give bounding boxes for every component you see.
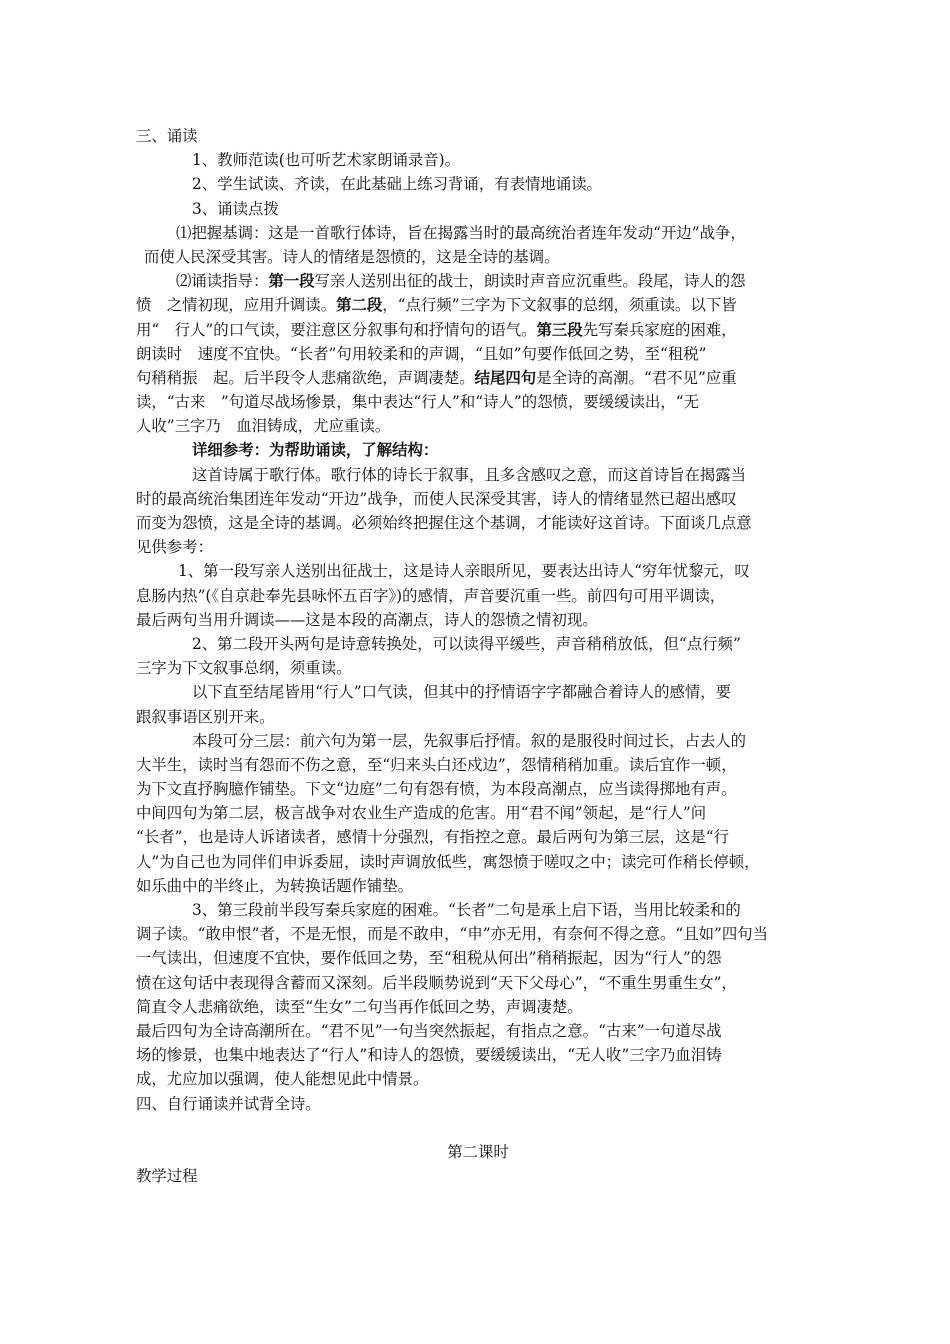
text-line bbox=[136, 680, 820, 704]
text-segment: 句稍稍振 起。后半段令人悲痛欲绝，声调凄楚。 bbox=[136, 368, 475, 387]
text-segment: 愤 之情初现，应用升调读。 bbox=[136, 296, 337, 315]
text-line bbox=[136, 366, 820, 390]
text-line bbox=[136, 1140, 820, 1164]
text-line bbox=[136, 414, 820, 438]
text-line bbox=[136, 1092, 820, 1116]
text-segment: 为下文直抒胸臆作铺垫。下文“边庭”二句有怨有愤，为本段高潮点，应当读得掷地有声。 bbox=[136, 780, 737, 799]
text-segment: 一气读出，但速度不宜快，要作低回之势，至“租税从何出”稍稍振起，因为“行人”的怨 bbox=[136, 949, 722, 968]
text-line bbox=[136, 850, 820, 874]
text-segment: 时的最高统治集团连年发动“开边”战争，而使人民深受其害，诗人的情绪显然已超出感叹 bbox=[136, 489, 737, 508]
text-segment: 如乐曲中的半终止，为转换话题作铺垫。 bbox=[136, 876, 414, 895]
text-segment: 3、第三段前半段写秦兵家庭的困难。“长者”二句是承上启下语，当用比较柔和的 bbox=[192, 901, 741, 919]
text-segment: 最后两句当用升调读——这是本段的高潮点，诗人的怨愤之情初现。 bbox=[136, 610, 598, 629]
text-line bbox=[136, 777, 820, 801]
text-segment: 而变为怨愤，这是全诗的基调。必须始终把握住这个基调，才能读好这首诗。下面谈几点意 bbox=[136, 514, 752, 532]
text-segment: 朗读时 速度不宜快。“长者”句用较柔和的声调，“且如”句要作低回之势，至“租税” bbox=[136, 344, 707, 363]
text-segment: 用“ 行人”的口气读，要注意区分叙事句和抒情句的语气。 bbox=[136, 320, 537, 339]
text-segment: 调子读。“敢申恨”者，不是无恨，而是不敢申，“申”亦无用，有奈何不得之意。“且如”四句当 bbox=[136, 925, 769, 944]
text-segment: 写亲人送别出征的战士，朗读时声音应沉重些。段尾，诗人的怨 bbox=[314, 272, 746, 291]
text-segment: 三字为下文叙事总纲，须重读。 bbox=[136, 659, 352, 678]
text-segment: ，“点行频”三字为下文叙事的总纲，须重读。以下皆 bbox=[382, 296, 737, 315]
text-line bbox=[136, 438, 820, 462]
text-line bbox=[136, 874, 820, 898]
text-segment: 1、第一段写亲人送别出征战士，这是诗人亲眼所见，要表达出诗人“穷年忧黎元，叹 bbox=[178, 562, 750, 581]
text-segment: 而使人民深受其害。诗人的情绪是怨愤的，这是全诗的基调。 bbox=[144, 247, 560, 266]
text-line bbox=[136, 729, 820, 753]
text-line bbox=[136, 608, 820, 632]
bold-text: 详细参考：为帮助诵读，了解结构： bbox=[192, 441, 439, 460]
text-line bbox=[136, 148, 820, 172]
text-segment: 四、自行诵读并试背全诗。 bbox=[136, 1094, 321, 1113]
text-segment: 人”为自己也为同伴们申诉委屈，读时声调放低些，寓怨愤于嗟叹之中；读完可作稍长停顿， bbox=[136, 852, 760, 871]
text-line bbox=[136, 705, 820, 729]
text-line bbox=[136, 753, 820, 777]
text-segment: 三、诵读 bbox=[136, 127, 198, 145]
text-line bbox=[136, 245, 820, 269]
text-segment: 见供参考： bbox=[136, 538, 213, 557]
text-segment: 是全诗的高潮。“君不见”应重 bbox=[536, 368, 737, 387]
text-line bbox=[136, 390, 820, 414]
text-segment: ⑴把握基调：这是一首歌行体诗，旨在揭露当时的最高统治者连年发动“开边”战争， bbox=[176, 223, 746, 242]
text-segment: 愤在这句话中表现得含蓄而又深刻。后半段顺势说到“天下父母心”，“不重生男重生女”， bbox=[136, 973, 737, 992]
text-segment: 大半生，读时当有怨而不伤之意，至“归来头白还戍边”，怨情稍稍加重。读后宜作一顿， bbox=[136, 755, 737, 774]
text-segment: 3、诵读点拨 bbox=[192, 199, 279, 218]
text-line bbox=[136, 269, 820, 293]
text-line bbox=[136, 1116, 820, 1140]
text-line bbox=[136, 995, 820, 1019]
text-segment: 息肠内热”(《自京赴奉先县咏怀五百字》)的感情，声音要沉重一些。前四句可用平调读， bbox=[136, 586, 726, 605]
text-segment: ⑵诵读指导： bbox=[176, 272, 269, 291]
text-line bbox=[136, 1164, 820, 1188]
text-line bbox=[136, 559, 820, 583]
text-line bbox=[136, 1067, 820, 1091]
text-segment: 先写秦兵家庭的困难， bbox=[582, 320, 737, 339]
text-line bbox=[136, 656, 820, 680]
text-segment: 简直令人悲痛欲绝，读至“生女”二句当再作低回之势，声调凄楚。 bbox=[136, 997, 583, 1016]
text-segment: 读，“古来 ”句道尽战场惨景，集中表达“行人”和“诗人”的怨愤，要缓缓读出，“无 bbox=[136, 393, 699, 412]
text-line bbox=[136, 487, 820, 511]
text-line bbox=[136, 293, 820, 317]
text-segment: 1、教师范读(也可听艺术家朗诵录音)。 bbox=[192, 151, 461, 170]
text-line bbox=[136, 946, 820, 970]
text-line bbox=[136, 898, 820, 922]
text-segment: 2、学生试读、齐读，在此基础上练习背诵，有表情地诵读。 bbox=[192, 175, 602, 194]
text-line bbox=[136, 801, 820, 825]
text-line bbox=[136, 318, 820, 342]
text-line bbox=[136, 825, 820, 849]
bold-text: 第一段 bbox=[268, 272, 315, 291]
text-line bbox=[136, 172, 820, 196]
text-line bbox=[136, 1019, 820, 1043]
text-line bbox=[136, 971, 820, 995]
text-line bbox=[136, 342, 820, 366]
text-segment: 跟叙事语区别开来。 bbox=[136, 707, 275, 726]
text-line bbox=[136, 922, 820, 946]
bold-text: 第三段 bbox=[536, 320, 583, 339]
document-body bbox=[136, 124, 820, 1188]
bold-text: 结尾四句 bbox=[474, 368, 537, 387]
text-line bbox=[136, 197, 820, 221]
text-line bbox=[136, 124, 820, 148]
text-line bbox=[136, 511, 820, 535]
text-segment: 第二课时 bbox=[447, 1142, 509, 1161]
text-segment: 教学过程 bbox=[136, 1167, 198, 1186]
text-segment: “长者”，也是诗人诉诸读者，感情十分强烈，有指控之意。最后两句为第三层，这是“行 bbox=[136, 828, 730, 847]
text-segment: 场的惨景，也集中地表达了“行人”和诗人的怨愤，要缓缓读出，“无人收”三字乃血泪铸 bbox=[136, 1046, 722, 1065]
text-segment: 最后四句为全诗高潮所在。“君不见”一句当突然振起，有指点之意。“古来”一句道尽战 bbox=[136, 1021, 722, 1040]
text-segment: 中间四句为第二层，极言战争对农业生产造成的危害。用“君不闻”领起，是“行人”问 bbox=[136, 804, 707, 823]
text-line bbox=[136, 632, 820, 656]
text-segment: 2、第二段开头两句是诗意转换处，可以读得平缓些，声音稍稍放低，但“点行频” bbox=[192, 634, 741, 653]
text-segment: 这首诗属于歌行体。歌行体的诗长于叙事，且多含感叹之意，而这首诗旨在揭露当 bbox=[192, 465, 747, 484]
text-segment: 人收”三字乃 血泪铸成，尤应重读。 bbox=[136, 417, 391, 436]
text-line bbox=[136, 221, 820, 245]
text-segment: 以下直至结尾皆用“行人”口气读，但其中的抒情语字字都融合着诗人的感情，要 bbox=[192, 683, 732, 702]
text-segment: 本段可分三层：前六句为第一层，先叙事后抒情。叙的是服役时间过长，占去人的 bbox=[192, 731, 747, 750]
text-line bbox=[136, 463, 820, 487]
text-line bbox=[136, 1043, 820, 1067]
text-line bbox=[136, 535, 820, 559]
text-segment: 成，尤应加以强调，使人能想见此中情景。 bbox=[136, 1070, 429, 1089]
text-line bbox=[136, 584, 820, 608]
bold-text: 第二段 bbox=[336, 296, 383, 315]
